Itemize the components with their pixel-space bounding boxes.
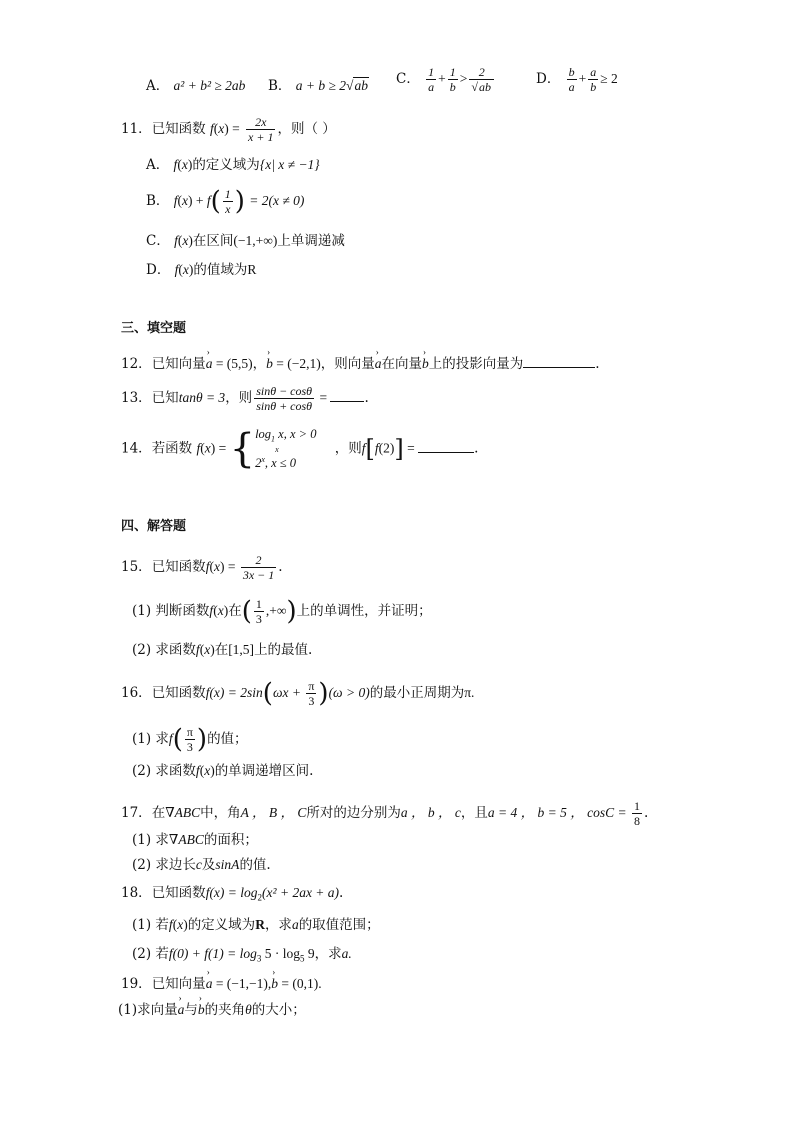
q18-part1-r: R <box>255 917 265 932</box>
q11-option-b-eq: = 2(x ≠ 0) <box>249 193 305 208</box>
q11-stem: 11．已知函数 f(x) = $\frac{2x}{x + 1}$ ，则（ ） <box>121 115 336 144</box>
q10-option-d-label: D． <box>536 71 561 87</box>
q18-part1-mid: 的定义域为 <box>187 917 256 933</box>
q13-condition: tanθ = 3 <box>178 390 226 405</box>
q17-text-2: 中，角 <box>200 805 241 821</box>
section-title-answer: 四、解答题 <box>121 519 187 534</box>
q14-case1-base: 1 <box>271 434 276 444</box>
q15-part2-interval: [1,5] <box>228 642 255 657</box>
q18-part2-a: a. <box>341 946 352 961</box>
q14-case2-tail: , x ≤ 0 <box>264 455 297 470</box>
q15-part1-frac-den: 3 <box>255 612 262 626</box>
q17-angles: A ， B ， C <box>240 805 307 820</box>
q16-stem: 16．已知函数f(x) = 2sin(ωx + $\frac{\pi}{3}$ )(ω > 0)的最小正周期为π. <box>121 678 475 709</box>
q15-part2: (2) 求函数f(x)在[1,5]上的最值. <box>132 642 313 658</box>
q14-text-2: ，则 <box>334 440 362 457</box>
q12-text: 已知向量 <box>151 356 206 372</box>
q11-option-b-label: B． <box>146 193 170 209</box>
q11-number: 11． <box>121 121 152 137</box>
q17-cos-den: 8 <box>633 814 640 828</box>
q17-part2-mid: 及 <box>201 857 216 873</box>
q19-part1-mid: 与 <box>184 1002 198 1018</box>
q11-stem-tail: ，则（ ） <box>277 121 336 137</box>
q10-option-a-math: a² + b² ≥ 2ab <box>173 78 246 93</box>
q18-argument: (x² + 2ax + a) <box>262 885 340 900</box>
q18-part1-tail-2: 的取值范围； <box>298 917 380 933</box>
q15-part2-tail: 上的最值. <box>254 642 313 658</box>
q17-part2-text: (2) 求边长 <box>132 857 196 873</box>
q10-option-c: C． $\frac{1}{a}$ + $\frac{1}{b}$ > $\frac{2}{√ab}$ <box>396 66 496 93</box>
q12-b-value: = (−2,1)，则向量 <box>272 356 375 371</box>
q13: 13．已知tanθ = 3，则 $\frac{\sin\theta - \cos\theta}{\sin\theta + \cos\theta}$ = . <box>121 384 369 413</box>
q13-equals: = <box>316 390 331 405</box>
q14-case1-tail: x, x > 0 <box>278 427 317 441</box>
q18-part2-mid: 5 · log <box>261 946 301 961</box>
q11-option-b: B． f(x) + f( $\frac{1}{x}$ ) = 2(x ≠ 0) <box>146 186 305 217</box>
q15-part1-mid: 在 <box>228 603 242 619</box>
q14-number: 14． <box>121 440 152 457</box>
q17-given: a = 4 ， b = 5 ， cosC = <box>487 805 630 820</box>
q18-part1-tail: ，求 <box>264 917 292 933</box>
q19-text: 已知向量 <box>151 976 206 992</box>
q12-a-value: = (5,5)， <box>212 356 267 371</box>
q14-answer-blank[interactable] <box>418 442 474 453</box>
q17-part1 <box>132 833 258 848</box>
q10-option-b-label: B． <box>268 78 292 94</box>
q11-option-d-r: R <box>247 262 257 277</box>
q12: 12．已知向量› a = (5,5)，› b = (−2,1)，则向量› a在向量› b上的投影向量为 . <box>121 357 600 372</box>
q19-b-value: = (0,1). <box>278 976 322 991</box>
q15-stem: 15．已知函数f(x) = $\frac{2}{3x - 1}$ . <box>121 553 283 582</box>
q17-part1-triangle: ∇ABC <box>168 832 204 847</box>
q15-text: 已知函数 <box>151 559 206 575</box>
q14-case1-log: log <box>255 427 272 441</box>
q15-part1-text: (1) 判断函数 <box>132 603 210 619</box>
q14-case2-exp: x <box>261 454 265 464</box>
q15-part2-mid: 在 <box>214 642 229 658</box>
q15-part1-frac-num: 1 <box>255 597 262 611</box>
q19-stem: 19．已知向量› a = (−1,−1),› b = (0,1). <box>121 977 322 992</box>
q17-text-4: ，且 <box>460 805 488 821</box>
q18-stem: 18．已知函数$f(x) = \log_2(x^2 + 2ax + a)$. <box>121 885 344 903</box>
q17-sides: a ， b ， c <box>400 805 461 820</box>
q19-part1-tail-2: 的大小； <box>251 1002 306 1018</box>
q16-function: f(x) = 2sin <box>205 685 263 700</box>
q11-option-d-label: D． <box>146 262 171 278</box>
q17-text: 在 <box>151 805 166 821</box>
q15-part1-inf: ,+∞ <box>265 603 287 618</box>
q11-option-c: C． f(x)在区间(−1,+∞)上单调递减 <box>146 233 345 249</box>
q11-option-a: A． f(x)的定义域为{x| x ≠ −1} <box>146 157 320 173</box>
q18-function: f(x) = log <box>205 885 258 900</box>
q11-stem-text: 已知函数 <box>151 121 206 137</box>
q16-part2-text: (2) 求函数 <box>132 763 196 779</box>
q12-number: 12． <box>121 356 152 372</box>
q16-number: 16． <box>121 685 152 701</box>
q17-triangle: ∇ABC <box>165 805 201 820</box>
q17-part1-text: (1) 求 <box>132 832 169 848</box>
q14-text: 若函数 <box>151 440 193 457</box>
q18-part2 <box>132 947 352 964</box>
q18-part2-base1: 3 <box>256 953 262 964</box>
q11-option-a-label: A． <box>146 157 170 173</box>
q10-option-d-tail: ≥ 2 <box>600 71 618 86</box>
q11-option-c-text: 在区间 <box>192 233 234 249</box>
q16-text: 已知函数 <box>151 685 206 701</box>
q16-argument: ωx + <box>272 685 305 700</box>
q15-part1-tail: 上的单调性，并证明； <box>296 603 432 619</box>
q17-part2-sina: sinA <box>215 857 240 872</box>
q18-number: 18． <box>121 885 152 901</box>
q19-part1: (1)求向量› a与› b的夹角θ的大小； <box>118 1003 306 1018</box>
q17-part2-tail: 的值. <box>239 857 271 873</box>
q10-option-a-label: A． <box>146 78 170 94</box>
q15-numerator: 2 <box>255 553 262 567</box>
q14-case1-base-denom: x <box>275 444 279 454</box>
q18-part1-text: (1) 若 <box>132 917 169 933</box>
q10-option-b-math: a + b ≥ 2 <box>295 78 347 93</box>
q10-option-c-label: C． <box>396 71 420 87</box>
q13-answer-blank[interactable] <box>330 391 364 402</box>
q18-part2-base2: 5 <box>300 953 305 964</box>
q16-three: 3 <box>306 693 316 707</box>
q13-text-2: ，则 <box>225 390 253 406</box>
q19-a-value: = (−1,−1), <box>212 976 272 991</box>
q11-option-c-tail: 上单调递减 <box>277 233 345 249</box>
section-title-fill-in: 三、填空题 <box>121 321 187 336</box>
q16-part2-tail: 的单调递增区间. <box>214 763 314 779</box>
q18-base: 2 <box>257 892 263 903</box>
q11-option-c-interval: (−1,+∞) <box>233 233 278 248</box>
q11-option-c-label: C． <box>146 233 170 249</box>
q19-theta: θ <box>245 1002 252 1017</box>
q18-part1-a: a <box>291 917 299 932</box>
q17-cos-num: 1 <box>633 799 640 813</box>
q13-text: 已知 <box>151 390 179 406</box>
q18-part2-text: (2) 若 <box>132 946 169 962</box>
q18-text: 已知函数 <box>151 885 206 901</box>
q16-pi: π <box>308 679 315 693</box>
q17-part1-tail: 的面积； <box>203 832 258 848</box>
q17-stem: 17．在∇ABC中，角A ， B ， C所对的边分别为a ， b ， c，且a = 4 ， b = 5 ， cosC = $\frac{1}{8}$ . <box>121 799 649 828</box>
q17-number: 17． <box>121 805 152 821</box>
q15-part2-text: (2) 求函数 <box>132 642 196 658</box>
q16-text-2: 的最小正周期为 <box>369 685 465 701</box>
q11-option-a-text: 的定义域为 <box>192 157 260 173</box>
q13-denominator: sinθ + cosθ <box>256 399 313 413</box>
q16-part2: (2) 求函数f(x)的单调递增区间. <box>132 763 314 779</box>
q15-part1: (1) 判断函数f(x)在( $\frac{1}{3}$ ,+∞)上的单调性，并证明； <box>132 596 432 627</box>
q11-option-d: D． f(x)的值域为R <box>146 262 257 278</box>
q13-number: 13． <box>121 390 152 406</box>
q12-text-3: 上的投影向量为 <box>428 356 524 372</box>
q16-condition: (ω > 0) <box>328 685 370 700</box>
q13-numerator: sinθ − cosθ <box>256 384 313 398</box>
q14-piecewise <box>255 427 316 471</box>
q10-options: A． a² + b² ≥ 2ab B． a + b ≥ 2√ab <box>146 78 368 94</box>
q14: 14．若函数 f(x) = { $\log_1 x$, x > 0 x 2$^x$, x ≤ 0 ，则f[f(2)] = . <box>121 426 479 473</box>
q11-option-a-set: {x| x ≠ −1} <box>259 157 320 172</box>
q16-period: π. <box>464 685 475 700</box>
q19-part1-tail: 的夹角 <box>204 1002 246 1018</box>
q12-answer-blank[interactable] <box>523 357 595 368</box>
q10-option-b-radicand: ab <box>354 78 368 93</box>
q17-text-3: 所对的边分别为 <box>306 805 401 821</box>
q17-part2 <box>132 858 271 873</box>
q15-denominator: 3x − 1 <box>242 568 275 582</box>
q15-number: 15． <box>121 559 152 575</box>
q18-part2-eq: f(0) + f(1) = log <box>168 946 257 961</box>
q16-part1: (1) 求f( $\frac{\pi}{3}$ )的值； <box>132 724 248 755</box>
q16-part1-text: (1) 求 <box>132 731 169 747</box>
q11-option-d-text: 的值域为 <box>193 262 248 278</box>
q18-part2-tail: 9，求 <box>304 946 342 961</box>
q16-part1-tail: 的值； <box>207 731 248 747</box>
q12-text-2: 在向量 <box>381 356 423 372</box>
q19-part1-text: (1)求向量 <box>118 1002 178 1018</box>
q10-option-d: D． $\frac{b}{a}$ + $\frac{a}{b}$ ≥ 2 <box>536 65 618 94</box>
q14-case2-base: 2 <box>255 455 262 470</box>
q19-number: 19． <box>121 976 152 992</box>
q14-equals: = <box>403 440 419 456</box>
q17-part2-c: c <box>195 857 202 872</box>
q18-part1: (1) 若f(x)的定义域为R，求a的取值范围； <box>132 917 380 933</box>
